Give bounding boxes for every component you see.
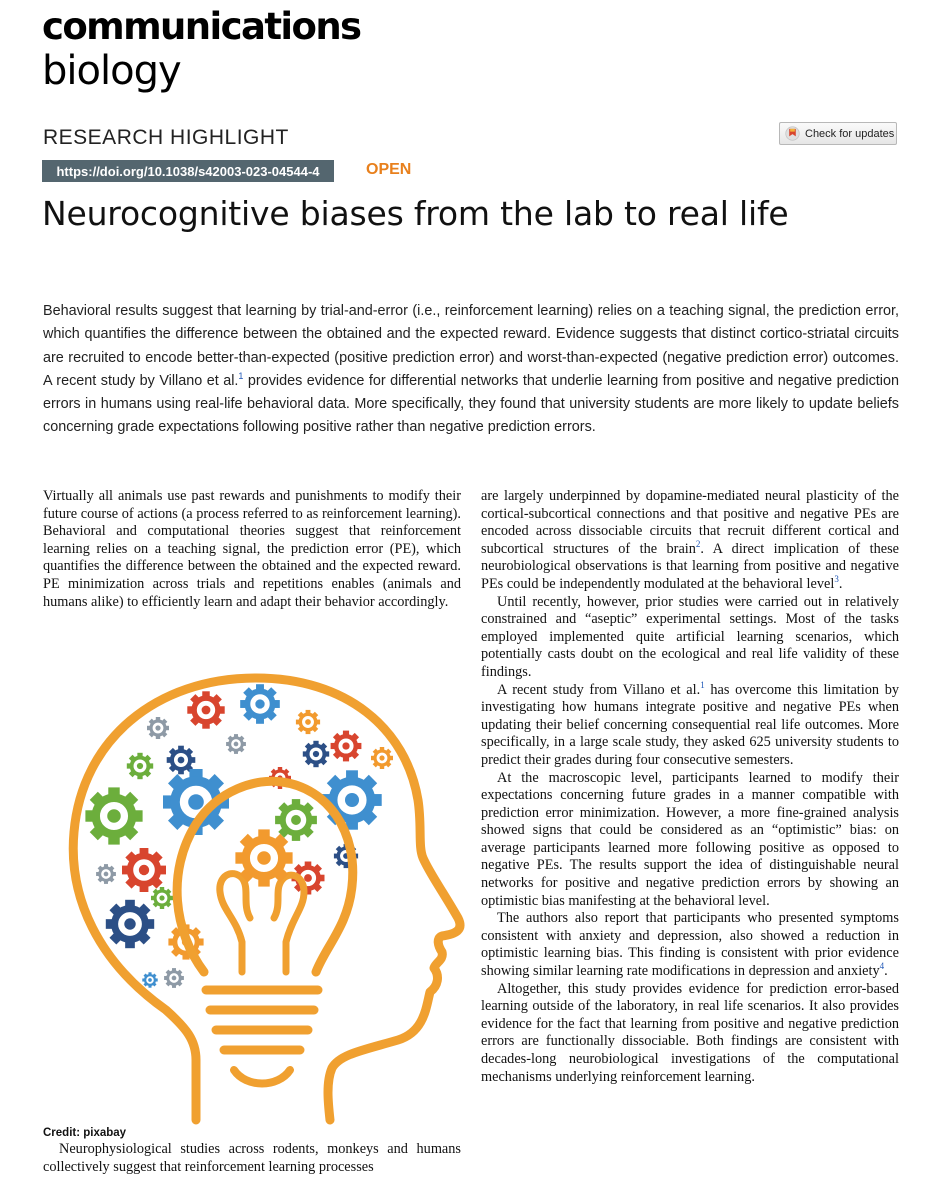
check-for-updates-label: Check for updates [805,127,895,140]
body-text: . A direct implication of these neurobiological observations is that learning from positive and negative PEs could be independently modulated at the behavioral level [481,540,900,592]
body-text: The authors also report that participants who presented symptoms consistent with anxiety and depression, also showed a reduction in optimistic learning bias. This finding is consistent with prior evidence showing similar learning rate modifications in depression and anxiety [481,910,899,980]
reference-link[interactable]: 1 [238,371,244,382]
body-text: are largely underpinned by dopamine-mediated neural plasticity of the cortical-subcortical connections and that positive and negative PEs are encoded across dissociable circuits that recruit different cortical and subcortical structures of the brain [481,488,899,557]
body-text: has overcome this limitation by investigating how humans integrate positive and negative PEs when updating their belief concerning consequential real life outcomes. More specifically, in a large scale study, they asked 625 university students to predict their grades during four consecutive semesters. [481,681,899,768]
body-paragraph [481,910,899,980]
gear-icon [240,684,280,724]
body-paragraph: Neurophysiological studies across rodents, monkeys and humans collectively suggest that reinforcement learning processes [43,1141,461,1175]
gear-icon [122,848,166,892]
abstract-text: Behavioral results suggest that learning by trial-and-error (i.e., reinforcement learning) relies on a teaching signal, the prediction error, which quantifies the difference between the obtained and the expected reward. Evidence suggests that distinct cortico-striatal circuits are recruited to encode better-than-expected (positive prediction error) and worst-than-expected (negative prediction error) outcomes. A recent study by Villano et al. [43,303,899,389]
gear-icon [96,864,116,884]
body-text: . [838,575,843,592]
reference-link[interactable]: 4 [879,961,885,972]
body-paragraph: At the macroscopic level, participants learned to modify their expectations concerning future grades in a manner compatible with prediction error minimization. However, a more fine-grained analysis showed signs that could be considered as an “optimistic” bias: on average participants learned more following positive as opposed to negative PEs. The results support the idea of distinguishable neural networks for positive and negative prediction errors by showing an optimistic bias manifesting at the behavioral level. [481,769,899,909]
journal-logo [42,5,361,94]
body-text: . [884,963,888,980]
gear-icon [296,710,320,734]
open-access-label: OPEN [366,161,412,178]
gear-icon [151,887,173,909]
check-for-updates-button[interactable] [779,122,897,145]
brain-gears-illustration [46,642,466,1126]
gear-icon [127,753,153,779]
gear-icon [303,741,329,767]
journal-name-line2: biology [42,48,181,94]
bookmark-update-icon [785,126,800,141]
article-title: Neurocognitive biases from the lab to real life [42,194,789,233]
reference-link[interactable]: 3 [834,574,839,585]
gear-icon [275,799,317,841]
gear-icon [142,972,157,987]
body-paragraph: Until recently, however, prior studies were carried out in relatively constrained and “aseptic” experimental settings. Most of the tasks employed implemented quite artificial learning scenarios, which potentially casts doubt on the ecological and real life validity of these findings. [481,593,899,680]
doi-link[interactable]: https://doi.org/10.1038/s42003-023-04544-4 [42,160,334,182]
article-type-label: RESEARCH HIGHLIGHT [43,126,289,149]
body-paragraph [481,488,899,594]
reference-link[interactable]: 2 [695,539,701,550]
abstract [43,300,899,440]
reference-link[interactable]: 1 [700,679,705,690]
body-paragraph: Altogether, this study provides evidence for prediction error-based learning outside of the laboratory, in real life scenarios. It also provides evidence for the fact that learning from positive and negative prediction errors are functionally dissociable. Both findings are consistent with decades-long neurobiological investigations of the computational mechanisms underlying reinforcement learning. [481,980,899,1085]
gear-icon [147,717,169,739]
gear-icon [106,900,154,948]
body-paragraph: Virtually all animals use past rewards and punishments to modify their future course of actions (a process referred to as reinforcement learning). Behavioral and computational theories suggest that reinforcement learning relies on a teaching signal, the prediction error (PE), which quantifies the difference between the obtained and the expected reward. PE minimization across trials and repetitions enables (animals and humans alike) to efficiently learn and adapt their behavior accordingly. [43,488,461,610]
body-column-right [481,488,899,1086]
gear-icon [85,787,142,844]
gear-icon [226,734,246,754]
journal-name-line1: communications [42,5,361,48]
gear-icon [371,747,393,769]
abstract-text: provides evidence for differential networks that underlie learning from positive and negative prediction errors in humans using real-life behavioral data. More specifically, they found that university students are more likely to update beliefs concerning grade expectations following positive rather than negative prediction errors. [43,372,899,436]
body-column-left [43,488,461,611]
body-paragraph [481,679,899,770]
body-text: A recent study from Villano et al. [497,681,701,698]
gear-icon [331,731,362,762]
gear-icon [164,968,184,988]
figure-credit: Credit: pixabay [43,1127,127,1139]
gear-icon [187,691,224,728]
body-column-left-continued [43,1141,461,1176]
gear-icon [322,770,381,829]
